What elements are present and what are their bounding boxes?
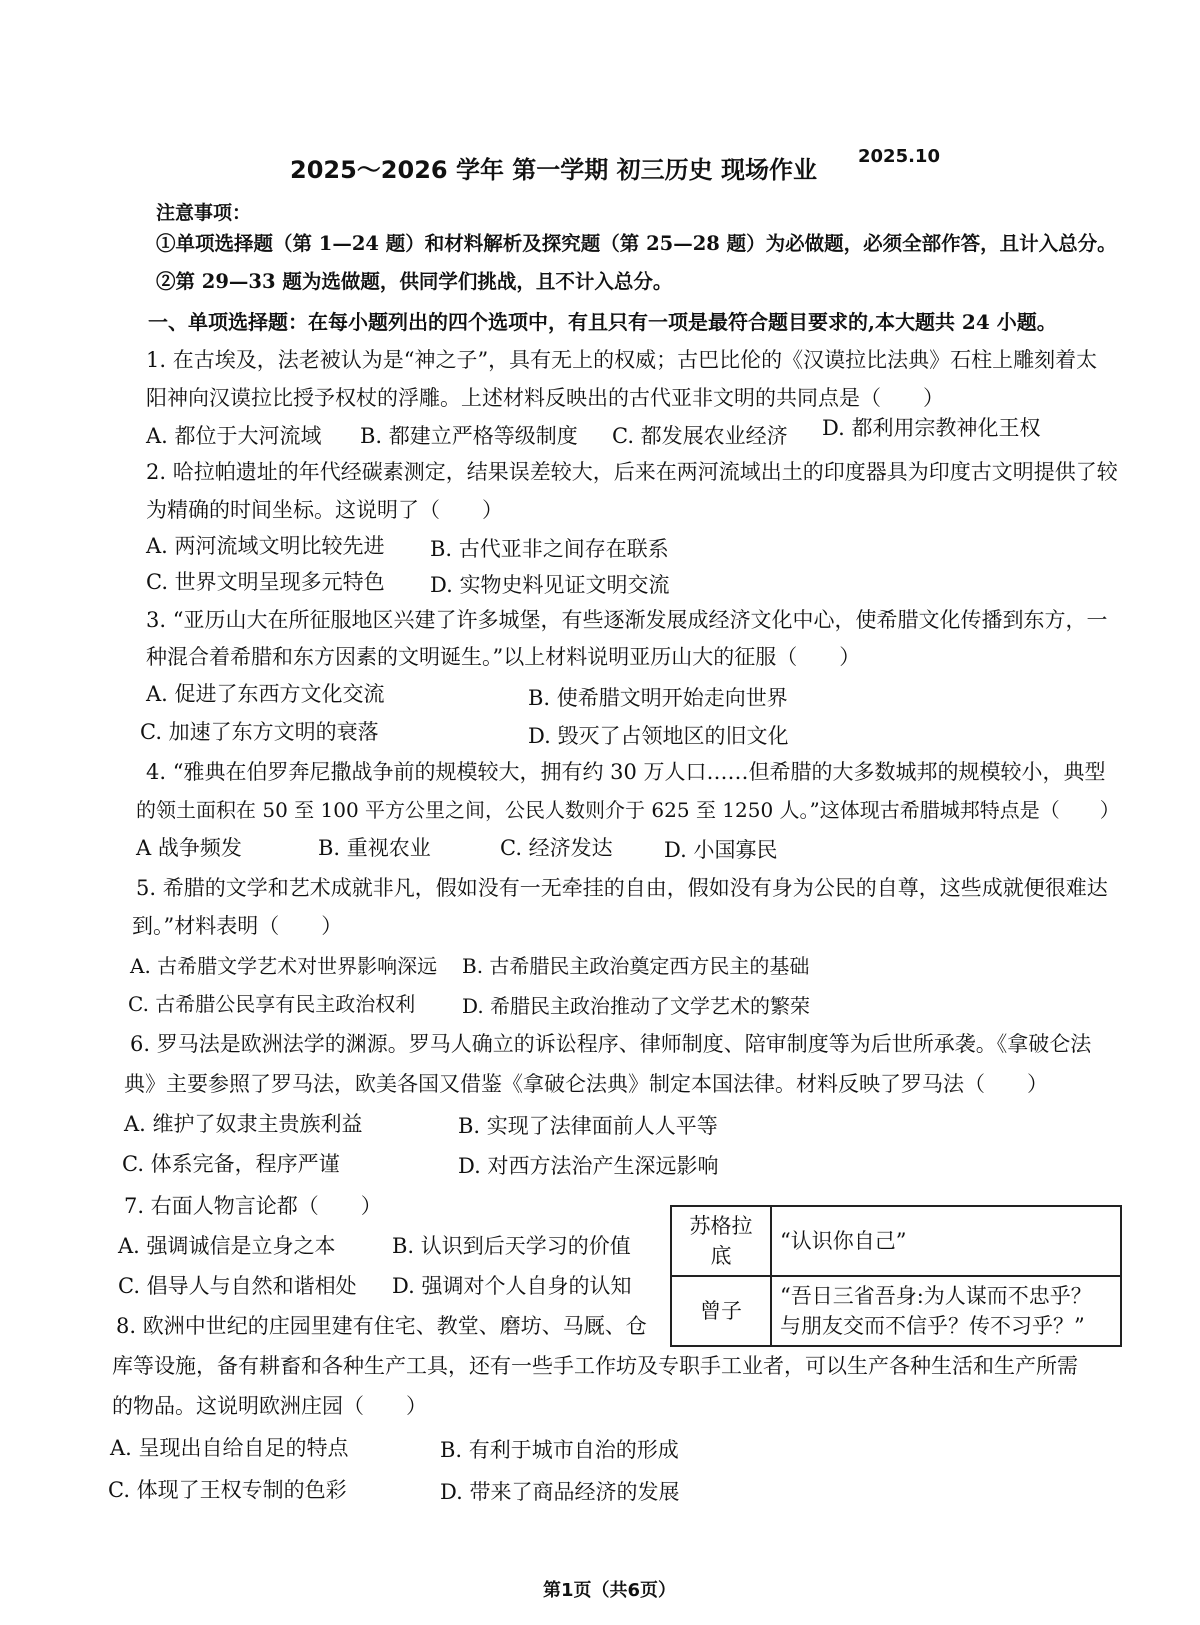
q4-line-1: 4. “雅典在伯罗奔尼撒战争前的规模较大，拥有约 30 万人口……但希腊的大多数城邦的规模较小，典型 xyxy=(146,760,1106,784)
q1-line-1: 1. 在古埃及，法老被认为是“神之子”，具有无上的权威；古巴比伦的《汉谟拉比法典》石柱上雕刻着太 xyxy=(146,348,1098,372)
q5-option-b: B. 古希腊民主政治奠定西方民主的基础 xyxy=(462,954,810,978)
q5-line-2: 到。”材料表明（ ） xyxy=(132,914,343,938)
quote-row xyxy=(671,1276,1121,1346)
quote-text: “认识你自己” xyxy=(771,1206,1121,1276)
q1-line-2: 阳神向汉谟拉比授予权杖的浮雕。上述材料反映出的古代亚非文明的共同点是（ ） xyxy=(146,386,944,410)
q7-line-1: 7. 右面人物言论都（ ） xyxy=(124,1194,382,1218)
q2-line-2: 为精确的时间坐标。这说明了（ ） xyxy=(146,498,503,522)
q7-option-a: A. 强调诚信是立身之本 xyxy=(118,1234,336,1258)
q3-line-2: 种混合着希腊和东方因素的文明诞生。”以上材料说明亚历山大的征服（ ） xyxy=(146,645,861,669)
q6-option-d: D. 对西方法治产生深远影响 xyxy=(458,1154,719,1178)
q3-option-d: D. 毁灭了占领地区的旧文化 xyxy=(528,724,789,748)
notice-line-2: ②第 29—33 题为选做题，供同学们挑战，且不计入总分。 xyxy=(156,270,673,293)
quote-text: “吾日三省吾身:为人谋而不忠乎？与朋友交而不信乎？传不习乎？” xyxy=(771,1276,1121,1346)
q5-option-d: D. 希腊民主政治推动了文学艺术的繁荣 xyxy=(462,994,811,1018)
q5-option-a: A. 古希腊文学艺术对世界影响深远 xyxy=(130,954,438,978)
quote-person: 苏格拉底 xyxy=(671,1206,771,1276)
q7-option-d: D. 强调对个人自身的认知 xyxy=(392,1274,632,1298)
quote-row xyxy=(671,1206,1121,1276)
q7-option-c: C. 倡导人与自然和谐相处 xyxy=(118,1274,357,1298)
quote-person: 曾子 xyxy=(671,1276,771,1346)
exam-title: 2025～2026 学年 第一学期 初三历史 现场作业 xyxy=(290,156,818,184)
q2-option-b: B. 古代亚非之间存在联系 xyxy=(430,537,669,561)
q8-option-d: D. 带来了商品经济的发展 xyxy=(440,1480,680,1504)
notice-heading: 注意事项： xyxy=(156,202,252,224)
q1-option-c: C. 都发展农业经济 xyxy=(612,424,788,448)
q7-option-b: B. 认识到后天学习的价值 xyxy=(392,1234,631,1258)
q3-option-b: B. 使希腊文明开始走向世界 xyxy=(528,686,788,710)
q8-option-b: B. 有利于城市自治的形成 xyxy=(440,1438,679,1462)
q4-option-c: C. 经济发达 xyxy=(500,836,613,860)
q4-option-d: D. 小国寡民 xyxy=(664,838,778,862)
q8-option-a: A. 呈现出自给自足的特点 xyxy=(110,1436,349,1460)
q2-option-c: C. 世界文明呈现多元特色 xyxy=(146,570,385,594)
q1-option-a: A. 都位于大河流域 xyxy=(146,424,322,448)
section-heading: 一、单项选择题：在每小题列出的四个选项中，有且只有一项是最符合题目要求的,本大题共 24 小题。 xyxy=(148,310,1057,334)
quote-table xyxy=(670,1205,1122,1347)
q6-line-1: 6. 罗马法是欧洲法学的渊源。罗马人确立的诉讼程序、律师制度、陪审制度等为后世所承袭。《拿破仑法 xyxy=(130,1032,1092,1056)
q3-option-a: A. 促进了东西方文化交流 xyxy=(146,682,385,706)
q5-option-c: C. 古希腊公民享有民主政治权利 xyxy=(128,992,416,1016)
q4-line-2: 的领土面积在 50 至 100 平方公里之间，公民人数则介于 625 至 1250 人。”这体现古希腊城邦特点是（ ） xyxy=(136,798,1120,822)
q6-option-a: A. 维护了奴隶主贵族利益 xyxy=(124,1112,363,1136)
q8-option-c: C. 体现了王权专制的色彩 xyxy=(108,1478,347,1502)
q5-line-1: 5. 希腊的文学和艺术成就非凡，假如没有一无牵挂的自由，假如没有身为公民的自尊，这些成就便很难达 xyxy=(136,876,1108,900)
q8-line-1: 8. 欧洲中世纪的庄园里建有住宅、教堂、磨坊、马厩、仓 xyxy=(116,1314,647,1338)
q2-option-a: A. 两河流域文明比较先进 xyxy=(146,534,385,558)
exam-date: 2025.10 xyxy=(858,146,940,167)
q6-option-b: B. 实现了法律面前人人平等 xyxy=(458,1114,718,1138)
q8-line-3: 的物品。这说明欧洲庄园（ ） xyxy=(112,1394,427,1418)
q2-option-d: D. 实物史料见证文明交流 xyxy=(430,573,670,597)
q3-line-1: 3. “亚历山大在所征服地区兴建了许多城堡，有些逐渐发展成经济文化中心，使希腊文化传播到东方，一 xyxy=(146,608,1108,632)
q8-line-2: 库等设施，备有耕畜和各种生产工具，还有一些手工作坊及专职手工业者，可以生产各种生活和生产所需 xyxy=(112,1354,1078,1378)
q6-option-c: C. 体系完备，程序严谨 xyxy=(122,1152,340,1176)
q3-option-c: C. 加速了东方文明的衰落 xyxy=(140,720,379,744)
q1-option-b: B. 都建立严格等级制度 xyxy=(360,424,578,448)
notice-line-1: ①单项选择题（第 1—24 题）和材料解析及探究题（第 25—28 题）为必做题，必须全部作答，且计入总分。 xyxy=(156,232,1117,255)
q1-option-d: D. 都利用宗教神化王权 xyxy=(822,416,1041,440)
q4-option-a: A 战争频发 xyxy=(136,836,242,860)
page-number: 第1页（共6页） xyxy=(543,1580,677,1601)
q4-option-b: B. 重视农业 xyxy=(318,836,431,860)
q6-line-2: 典》主要参照了罗马法，欧美各国又借鉴《拿破仑法典》制定本国法律。材料反映了罗马法（ ） xyxy=(124,1072,1048,1096)
q2-line-1: 2. 哈拉帕遗址的年代经碳素测定，结果误差较大，后来在两河流域出土的印度器具为印度古文明提供了较 xyxy=(146,460,1118,484)
